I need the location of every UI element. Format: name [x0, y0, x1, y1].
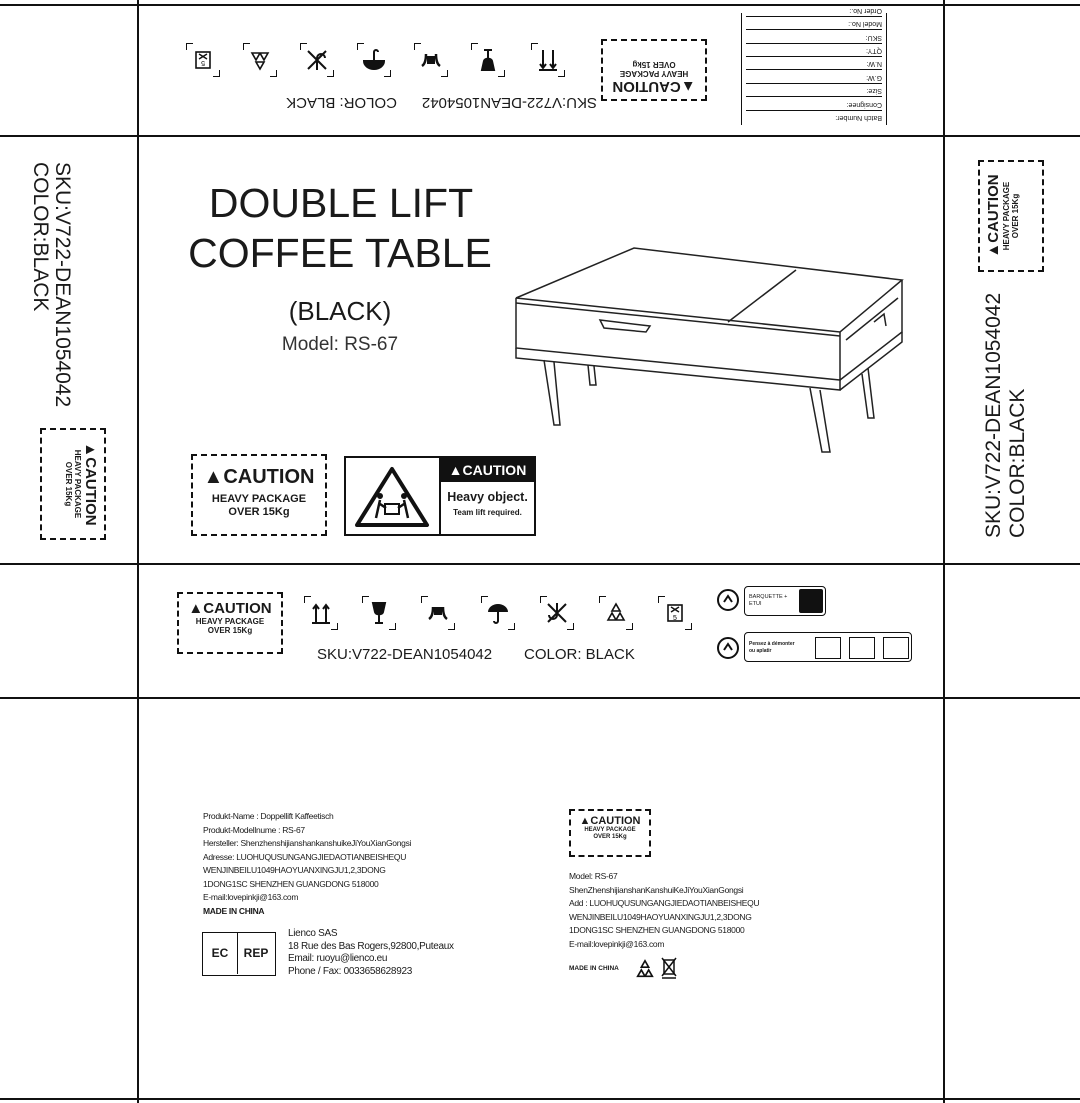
top-flap — [139, 6, 943, 135]
main-caution-box: ▲CAUTION HEAVY PACKAGE OVER 15Kg — [191, 454, 327, 536]
stack-limit-icon — [186, 43, 220, 77]
ec-rep-box — [202, 932, 276, 976]
triman-label-2: Pensez à démonter ou aplatir — [749, 641, 795, 654]
label-row: Model No.: — [746, 16, 882, 29]
heavy-caution-header: ▲CAUTION — [441, 458, 534, 482]
left-side-panel — [4, 140, 134, 560]
mid-sku-text: SKU:V722-DEAN1054042 — [317, 646, 493, 663]
info-line: Model: RS-67 — [569, 871, 618, 881]
label-row: SKU: — [746, 29, 882, 42]
recycle-icon — [243, 43, 277, 77]
recycle-icon — [599, 596, 633, 630]
right-caution-box: ▲CAUTION HEAVY PACKAGE OVER 15Kg — [978, 160, 1044, 272]
info-line: Lienco SAS — [288, 928, 338, 939]
keep-dry-icon — [357, 43, 391, 77]
label-row: Size: — [746, 83, 882, 96]
info-line: WENJINBEILU1049HAOYUANXINGJU1,2,3DONG — [569, 911, 752, 922]
right-color-text: COLOR:BLACK — [1006, 388, 1029, 538]
made-in-china-label: MADE IN CHINA — [569, 965, 619, 972]
fold-icon — [849, 637, 875, 659]
left-fold-line — [137, 0, 139, 1103]
coffee-table-illustration — [510, 240, 910, 465]
label-row: QTY: — [746, 43, 882, 56]
left-sku-text: SKU:V722-DEAN1054042 — [51, 162, 74, 408]
info-line: E-mail:lovepinkji@163.com — [203, 892, 299, 902]
info-line: Produkt-Modellnume : RS-67 — [203, 824, 305, 835]
fragile-icon — [362, 596, 396, 630]
right-side-panel — [946, 140, 1076, 560]
heavy-object-text: Heavy object. — [447, 490, 528, 504]
triman-block-2 — [716, 628, 916, 668]
info-line: Produkt-Name : Doppellift Kaffeetisch — [203, 811, 334, 821]
label-row: Consignee: — [746, 96, 882, 109]
rep-label: REP — [243, 946, 269, 960]
fold-line-1 — [0, 135, 1080, 137]
info-line: 1DONG1SC SHENZHEN GUANGDONG 518000 — [203, 878, 379, 889]
label-row: Batch Number: — [746, 110, 882, 123]
triman-icon — [716, 636, 740, 660]
info-line: 18 Rue des Bas Rogers,92800,Puteaux — [288, 940, 454, 952]
heavy-object-warning — [344, 456, 536, 536]
ec-label: EC — [203, 933, 238, 974]
label-row: G.W: — [746, 69, 882, 82]
triman-icon — [716, 588, 740, 612]
product-color: (BLACK) — [288, 296, 392, 326]
this-way-up-icon — [531, 43, 565, 77]
left-color-text: COLOR:BLACK — [29, 162, 52, 312]
handle-with-care-icon — [414, 43, 448, 77]
top-caution-box: ▲CAUTION HEAVY PACKAGE OVER 15kg — [601, 39, 707, 101]
right-sku-text: SKU:V722-DEAN1054042 — [982, 292, 1005, 538]
disassemble-icon — [815, 637, 841, 659]
fold-line-3 — [0, 697, 1080, 699]
info-line: Add : LUOHUQUSUNGANGJIEDAOTIANBEISHEQU — [569, 898, 760, 908]
product-title-line1: DOUBLE LIFT — [208, 180, 474, 226]
top-sku-text: SKU:V722-DEAN1054042 — [421, 94, 597, 111]
no-hooks-icon — [540, 596, 574, 630]
sort-icon — [883, 637, 909, 659]
product-model: Model: RS-67 — [281, 334, 399, 355]
label-row: Order No.: — [849, 6, 882, 14]
english-info-block — [569, 870, 829, 951]
info-line: Hersteller: ShenzhenshijianshankanshuikeJiYouXianGongsi — [203, 838, 412, 848]
info-line: E-mail:lovepinkji@163.com — [569, 938, 665, 949]
eu-rep-info — [288, 928, 518, 978]
info-line: MADE IN CHINA — [203, 905, 265, 916]
fragile-icon — [471, 43, 505, 77]
team-lift-text: Team lift required. — [453, 508, 522, 517]
right-fold-line — [943, 0, 945, 1103]
top-color-text: COLOR: BLACK — [286, 94, 397, 111]
no-hooks-icon — [300, 43, 334, 77]
german-info-block — [203, 810, 523, 918]
recycle-icon — [634, 958, 656, 980]
team-lift-icon — [354, 466, 430, 528]
handle-with-care-icon — [421, 596, 455, 630]
stack-limit-icon — [658, 596, 692, 630]
product-title-line2: COFFEE TABLE — [188, 230, 492, 276]
mid-color-text: COLOR: BLACK — [524, 646, 635, 663]
info-line: Phone / Fax: 0033658628923 — [288, 965, 412, 977]
triman-label-1: BARQUETTE + ETUI — [749, 594, 788, 607]
outer-border-bottom — [0, 1098, 1080, 1100]
triman-block-1 — [716, 582, 828, 620]
mid-caution-box: ▲CAUTION HEAVY PACKAGE OVER 15Kg — [177, 592, 283, 654]
this-way-up-icon — [304, 596, 338, 630]
svg-text:5: 5 — [673, 615, 677, 622]
weee-bin-icon — [660, 956, 678, 980]
bottom-caution-box: ▲CAUTION HEAVY PACKAGE OVER 15Kg — [569, 809, 651, 857]
svg-text:5: 5 — [201, 59, 205, 66]
fold-line-2 — [0, 563, 1080, 565]
bin-icon — [799, 589, 823, 613]
keep-dry-icon — [481, 596, 515, 630]
info-line: Email: ruoyu@lienco.eu — [288, 953, 388, 964]
label-row: N.W: — [746, 56, 882, 69]
info-line: ShenZhenshijianshanKanshuiKeJiYouXianGongsi — [569, 884, 744, 895]
left-caution-box: ▲CAUTION HEAVY PACKAGE OVER 15Kg — [40, 428, 106, 540]
info-line: Adresse: LUOHUQUSUNGANGJIEDAOTIANBEISHEQU — [203, 851, 407, 862]
info-line: WENJINBEILU1049HAOYUANXINGJU1,2,3DONG — [203, 865, 386, 875]
shipping-label — [741, 6, 887, 125]
info-line: 1DONG1SC SHENZHEN GUANGDONG 518000 — [569, 925, 745, 935]
